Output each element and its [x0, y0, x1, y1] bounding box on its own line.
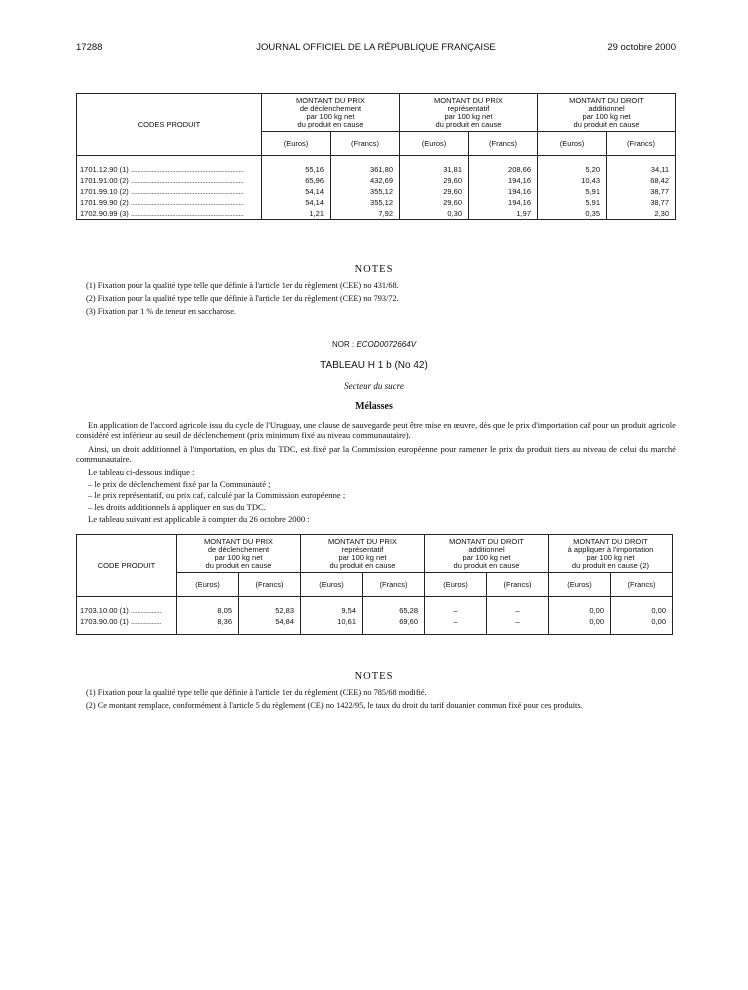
unit-header: (Francs): [331, 132, 400, 156]
notes-title: NOTES: [354, 264, 394, 275]
product-code: 1703.10.00 (1) ...................: [77, 605, 177, 616]
value-cell: 31,81: [400, 164, 469, 175]
value-cell: 0,00: [549, 605, 611, 616]
value-cell: 54,84: [239, 616, 301, 627]
value-cell: –: [425, 616, 487, 627]
table-row: [77, 616, 673, 627]
code-header: CODE PRODUIT: [77, 535, 177, 597]
value-cell: 0,00: [549, 616, 611, 627]
value-cell: 194,16: [469, 186, 538, 197]
table-row: [77, 175, 676, 186]
value-cell: 10,61: [301, 616, 363, 627]
trigger-price-header: MONTANT DU PRIX de déclenchement par 100 kg net du produit en cause: [262, 94, 400, 132]
table-row: [77, 208, 676, 220]
value-cell: 65,96: [262, 175, 331, 186]
additional-duty-header: MONTANT DU DROIT additionnel par 100 kg net du produit en cause: [538, 94, 676, 132]
footnote: (2) Fixation pour la qualité type telle que définie à l'article 1er du règlement (CEE) no 793/72.: [86, 294, 399, 303]
value-cell: 38,77: [607, 186, 676, 197]
publication-date: 29 octobre 2000: [607, 42, 676, 53]
table-row: [77, 186, 676, 197]
unit-header: (Francs): [363, 573, 425, 597]
table-row: [77, 197, 676, 208]
value-cell: –: [425, 605, 487, 616]
product-code: 1703.90.00 (1) ...................: [77, 616, 177, 627]
sugar-prices-table: [76, 93, 676, 220]
section-subtitle: Mélasses: [355, 401, 393, 412]
product-code: 1701.99.90 (2) .......................................................................: [77, 197, 262, 208]
representative-price-header: MONTANT DU PRIX représentatif par 100 kg net du produit en cause: [301, 535, 425, 573]
value-cell: 8,36: [177, 616, 239, 627]
footnote: (2) Ce montant remplace, conformément à l'article 5 du règlement (CE) no 1422/95, le taux du droit du tarif douanier commun fixé pour ces produits.: [86, 701, 583, 710]
value-cell: 55,16: [262, 164, 331, 175]
value-cell: 0,30: [400, 208, 469, 220]
value-cell: 65,28: [363, 605, 425, 616]
value-cell: 1,97: [469, 208, 538, 220]
product-code: 1701.99.10 (2) .......................................................................: [77, 186, 262, 197]
value-cell: 0,35: [538, 208, 607, 220]
footnote: (3) Fixation par 1 % de teneur en saccharose.: [86, 307, 236, 316]
unit-header: (Francs): [611, 573, 673, 597]
value-cell: 355,12: [331, 186, 400, 197]
footnote: (1) Fixation pour la qualité type telle que définie à l'article 1er du règlement (CEE) no 431/68.: [86, 281, 399, 290]
value-cell: 10,43: [538, 175, 607, 186]
value-cell: 5,91: [538, 197, 607, 208]
product-code: 1702.90.99 (3) .......................................................................: [77, 208, 262, 220]
unit-header: (Francs): [607, 132, 676, 156]
product-code: 1701.12.90 (1) .......................................................................: [77, 164, 262, 175]
paragraph: En application de l'accord agricole issu du cycle de l'Uruguay, une clause de sauvegarde peut être mise en œuvre, dès que le prix d'importation caf pour un produit agricole considéré est inférieur au seuil de déclenchement (prix minimum fixé au niveau communautaire).: [76, 420, 676, 440]
value-cell: 54,14: [262, 186, 331, 197]
bullet-item: – le prix de déclenchement fixé par la Communauté ;: [88, 479, 271, 489]
value-cell: 29,60: [400, 175, 469, 186]
value-cell: –: [487, 616, 549, 627]
tableau-title: TABLEAU H 1 b (No 42): [320, 360, 428, 371]
unit-header: (Euros): [400, 132, 469, 156]
bullet-item: – les droits additionnels à appliquer en sus du TDC.: [88, 502, 266, 512]
value-cell: 5,91: [538, 186, 607, 197]
nor-reference: NOR : ECOD0072664V: [331, 340, 417, 349]
unit-header: (Euros): [262, 132, 331, 156]
value-cell: 2,30: [607, 208, 676, 220]
value-cell: 68,42: [607, 175, 676, 186]
representative-price-header: MONTANT DU PRIX représentatif par 100 kg net du produit en cause: [400, 94, 538, 132]
import-duty-header: MONTANT DU DROIT à appliquer à l'importation par 100 kg net du produit en cause (2): [549, 535, 673, 573]
value-cell: 0,00: [611, 605, 673, 616]
value-cell: 361,80: [331, 164, 400, 175]
bullet-item: – le prix représentatif, ou prix caf, calculé par la Commission européenne ;: [88, 490, 346, 500]
value-cell: 7,92: [331, 208, 400, 220]
journal-title: JOURNAL OFFICIEL DE LA RÉPUBLIQUE FRANÇAISE: [256, 42, 496, 53]
paragraph: Ainsi, un droit additionnel à l'importation, en plus du TDC, est fixé par la Commission européenne pour ramener le prix du produit tiers au niveau de celui du marché communautaire.: [76, 444, 676, 464]
unit-header: (Francs): [239, 573, 301, 597]
value-cell: 432,69: [331, 175, 400, 186]
value-cell: 34,11: [607, 164, 676, 175]
value-cell: 208,66: [469, 164, 538, 175]
footnote: (1) Fixation pour la qualité type telle que définie à l'article 1er du règlement (CEE) no 785/68 modifié.: [86, 688, 427, 697]
table-row: [77, 605, 673, 616]
page-header: [76, 42, 676, 56]
unit-header: (Francs): [469, 132, 538, 156]
molasses-prices-table: [76, 534, 673, 635]
value-cell: 38,77: [607, 197, 676, 208]
value-cell: 355,12: [331, 197, 400, 208]
value-cell: 194,16: [469, 175, 538, 186]
unit-header: (Euros): [177, 573, 239, 597]
unit-header: (Euros): [538, 132, 607, 156]
sector-label: Secteur du sucre: [344, 381, 404, 391]
applicable-date: Le tableau suivant est applicable à compter du 26 octobre 2000 :: [88, 514, 310, 524]
unit-header: (Euros): [425, 573, 487, 597]
value-cell: 29,60: [400, 197, 469, 208]
value-cell: 5,20: [538, 164, 607, 175]
value-cell: 1,21: [262, 208, 331, 220]
paragraph: Le tableau ci-dessous indique :: [88, 467, 195, 477]
trigger-price-header: MONTANT DU PRIX de déclenchement par 100 kg net du produit en cause: [177, 535, 301, 573]
unit-header: (Francs): [487, 573, 549, 597]
value-cell: 194,16: [469, 197, 538, 208]
value-cell: –: [487, 605, 549, 616]
notes-title: NOTES: [354, 671, 394, 682]
additional-duty-header: MONTANT DU DROIT additionnel par 100 kg net du produit en cause: [425, 535, 549, 573]
value-cell: 29,60: [400, 186, 469, 197]
table-row: [77, 164, 676, 175]
unit-header: (Euros): [549, 573, 611, 597]
codes-header: CODES PRODUIT: [77, 94, 262, 156]
value-cell: 8,05: [177, 605, 239, 616]
value-cell: 54,14: [262, 197, 331, 208]
page-number: 17288: [76, 42, 103, 53]
product-code: 1701.91.00 (2) .......................................................................: [77, 175, 262, 186]
value-cell: 9,54: [301, 605, 363, 616]
value-cell: 0,00: [611, 616, 673, 627]
value-cell: 69,60: [363, 616, 425, 627]
value-cell: 52,83: [239, 605, 301, 616]
unit-header: (Euros): [301, 573, 363, 597]
